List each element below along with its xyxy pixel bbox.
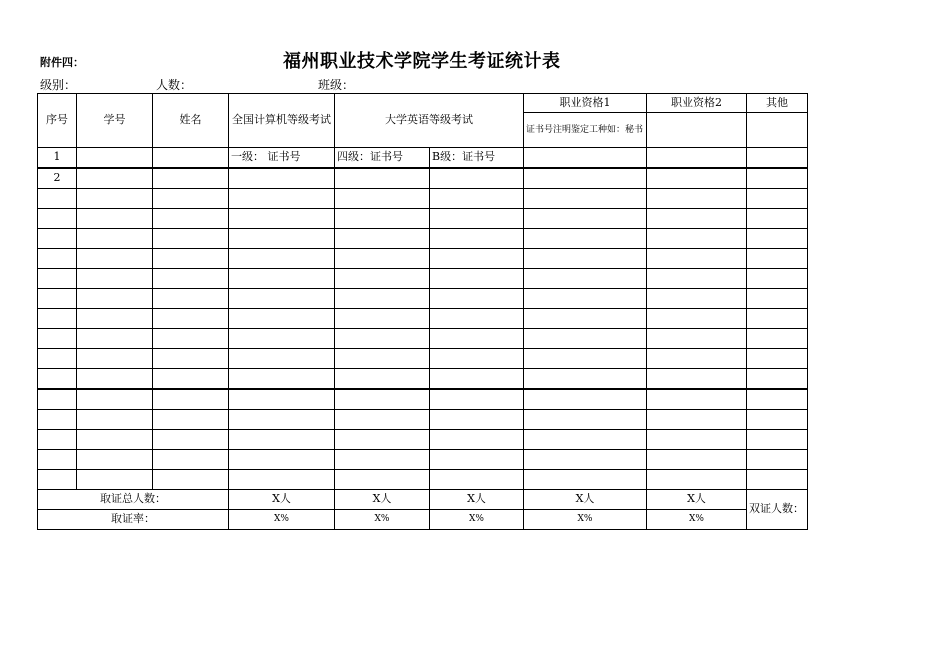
- table-cell[interactable]: [524, 229, 647, 249]
- table-cell[interactable]: [647, 389, 747, 410]
- table-cell[interactable]: [747, 389, 808, 410]
- col-seq-header: 序号: [38, 94, 77, 148]
- summary-row-total: [38, 490, 808, 510]
- table-cell[interactable]: [647, 148, 747, 169]
- table-cell[interactable]: [647, 209, 747, 229]
- table-cell[interactable]: [524, 269, 647, 289]
- table-cell[interactable]: [647, 470, 747, 490]
- total-qual1: X人: [524, 490, 647, 510]
- class-label: 班级：: [318, 78, 355, 92]
- table-cell[interactable]: [647, 329, 747, 349]
- table-row: [38, 189, 808, 209]
- table-cell[interactable]: [524, 430, 647, 450]
- table-cell[interactable]: [430, 450, 524, 470]
- table-cell[interactable]: [335, 369, 430, 390]
- table-cell[interactable]: [153, 389, 229, 410]
- table-row: [38, 289, 808, 309]
- table-cell[interactable]: [38, 470, 77, 490]
- table-cell[interactable]: [229, 369, 335, 390]
- table-cell[interactable]: [229, 289, 335, 309]
- total-qual2: X人: [647, 490, 747, 510]
- table-cell[interactable]: [524, 349, 647, 369]
- table-cell[interactable]: [747, 329, 808, 349]
- col-qual2-header: 职业资格2: [647, 94, 747, 113]
- rate-cetb: X%: [430, 510, 524, 530]
- cetb-cell[interactable]: B级：证书号: [430, 148, 524, 169]
- col-student-id-header: 学号: [77, 94, 153, 148]
- table-cell[interactable]: [153, 229, 229, 249]
- table-cell[interactable]: [647, 168, 747, 189]
- table-cell[interactable]: [747, 189, 808, 209]
- table-cell[interactable]: [229, 309, 335, 329]
- table-cell[interactable]: [647, 430, 747, 450]
- table-cell[interactable]: [229, 450, 335, 470]
- table-cell[interactable]: [647, 289, 747, 309]
- table-cell[interactable]: [335, 269, 430, 289]
- table-cell[interactable]: [153, 148, 229, 169]
- table-cell[interactable]: [153, 450, 229, 470]
- table-cell[interactable]: [38, 329, 77, 349]
- table-cell[interactable]: [430, 189, 524, 209]
- table-cell[interactable]: [77, 369, 153, 390]
- rate-qual2: X%: [647, 510, 747, 530]
- summary-row-rate: [38, 510, 808, 530]
- table-cell[interactable]: [77, 249, 153, 269]
- table-cell[interactable]: [524, 309, 647, 329]
- table-cell[interactable]: [153, 289, 229, 309]
- table-cell[interactable]: [77, 470, 153, 490]
- table-cell[interactable]: [747, 450, 808, 470]
- table-cell[interactable]: [647, 249, 747, 269]
- col-english-exam-header: 大学英语等级考试: [335, 94, 524, 148]
- table-cell[interactable]: [77, 168, 153, 189]
- table-cell[interactable]: [229, 249, 335, 269]
- table-cell[interactable]: [335, 430, 430, 450]
- table-cell[interactable]: [229, 410, 335, 430]
- table-cell[interactable]: [153, 189, 229, 209]
- table-cell[interactable]: [747, 249, 808, 269]
- header-row: [38, 94, 808, 113]
- table-cell[interactable]: [430, 269, 524, 289]
- table-cell[interactable]: [524, 329, 647, 349]
- dual-cert-label: 双证人数：: [747, 490, 808, 530]
- table-cell[interactable]: [647, 189, 747, 209]
- table-cell[interactable]: [38, 389, 77, 410]
- table-cell[interactable]: [38, 309, 77, 329]
- table-cell[interactable]: [524, 450, 647, 470]
- table-cell[interactable]: [38, 430, 77, 450]
- table-row: [38, 410, 808, 430]
- table-cell[interactable]: [38, 209, 77, 229]
- table-cell[interactable]: [229, 189, 335, 209]
- table-cell[interactable]: [229, 168, 335, 189]
- col-computer-exam-header: 全国计算机等级考试: [229, 94, 335, 148]
- table-cell[interactable]: [229, 470, 335, 490]
- table-cell[interactable]: [747, 369, 808, 390]
- table-cell[interactable]: [153, 349, 229, 369]
- table-cell[interactable]: [77, 148, 153, 169]
- table-row: [38, 148, 808, 169]
- table-cell[interactable]: [524, 369, 647, 390]
- table-cell[interactable]: [153, 410, 229, 430]
- table-cell[interactable]: [647, 309, 747, 329]
- table-cell[interactable]: [647, 229, 747, 249]
- table-cell[interactable]: [77, 329, 153, 349]
- col-qual1-header: 职业资格1: [524, 94, 647, 113]
- total-cet4: X人: [335, 490, 430, 510]
- table-cell[interactable]: [524, 249, 647, 269]
- table-cell[interactable]: [77, 450, 153, 470]
- table-cell[interactable]: [38, 249, 77, 269]
- table-cell[interactable]: [524, 189, 647, 209]
- table-cell[interactable]: [647, 410, 747, 430]
- table-cell[interactable]: [524, 289, 647, 309]
- table-cell[interactable]: [229, 209, 335, 229]
- page-title: 福州职业技术学院学生考证统计表: [283, 51, 561, 72]
- table-cell[interactable]: [524, 470, 647, 490]
- computer-level-cell[interactable]: 一级： 证书号: [229, 148, 335, 169]
- table-cell[interactable]: [77, 209, 153, 229]
- table-cell[interactable]: [647, 369, 747, 390]
- table-cell[interactable]: [153, 269, 229, 289]
- table-cell[interactable]: [335, 249, 430, 269]
- table-cell[interactable]: [335, 329, 430, 349]
- table-cell[interactable]: [430, 209, 524, 229]
- table-cell[interactable]: [229, 329, 335, 349]
- attachment-label: 附件四：: [40, 56, 84, 69]
- table-cell[interactable]: [430, 410, 524, 430]
- table-cell[interactable]: [77, 189, 153, 209]
- table-cell[interactable]: [229, 229, 335, 249]
- table-row: [38, 349, 808, 369]
- table-cell[interactable]: [335, 209, 430, 229]
- table-cell[interactable]: [747, 148, 808, 169]
- table-cell[interactable]: [524, 168, 647, 189]
- table-cell[interactable]: [153, 249, 229, 269]
- row-seq-2: 2: [38, 168, 77, 189]
- table-cell[interactable]: [335, 349, 430, 369]
- table-cell[interactable]: [77, 269, 153, 289]
- col-name-header: 姓名: [153, 94, 229, 148]
- table-cell[interactable]: [647, 349, 747, 369]
- table-cell[interactable]: [153, 369, 229, 390]
- table-cell[interactable]: [430, 249, 524, 269]
- table-cell[interactable]: [647, 113, 747, 148]
- rate-qual1: X%: [524, 510, 647, 530]
- total-label: 取证总人数：: [38, 490, 229, 510]
- table-row: [38, 430, 808, 450]
- total-cetb: X人: [430, 490, 524, 510]
- table-cell[interactable]: [153, 209, 229, 229]
- table-cell[interactable]: [430, 430, 524, 450]
- table-cell[interactable]: [335, 168, 430, 189]
- table-cell[interactable]: [430, 329, 524, 349]
- table-cell[interactable]: [38, 349, 77, 369]
- table-cell[interactable]: [77, 309, 153, 329]
- table-cell[interactable]: [430, 389, 524, 410]
- table-cell[interactable]: [747, 113, 808, 148]
- col-other-header: 其他: [747, 94, 808, 113]
- cet4-cell[interactable]: 四级：证书号: [335, 148, 430, 169]
- total-computer: X人: [229, 490, 335, 510]
- table-cell[interactable]: [38, 229, 77, 249]
- table-cell[interactable]: [153, 309, 229, 329]
- table-cell[interactable]: [38, 189, 77, 209]
- table-cell[interactable]: [430, 309, 524, 329]
- level-label: 级别：: [40, 78, 77, 92]
- table-cell[interactable]: [430, 168, 524, 189]
- table-cell[interactable]: [229, 389, 335, 410]
- table-cell[interactable]: [747, 269, 808, 289]
- qual1-note: 证书号注明鉴定工种如：秘书: [524, 113, 647, 148]
- table-cell[interactable]: [430, 470, 524, 490]
- table-cell[interactable]: [153, 168, 229, 189]
- rate-computer: X%: [229, 510, 335, 530]
- certificate-stats-table: [37, 93, 808, 530]
- table-cell[interactable]: [747, 430, 808, 450]
- table-cell[interactable]: [77, 229, 153, 249]
- table-cell[interactable]: [77, 410, 153, 430]
- table-row: [38, 269, 808, 289]
- table-cell[interactable]: [524, 148, 647, 169]
- table-cell[interactable]: [77, 349, 153, 369]
- table-cell[interactable]: [747, 289, 808, 309]
- table-cell[interactable]: [335, 450, 430, 470]
- table-cell[interactable]: [153, 470, 229, 490]
- table-cell[interactable]: [430, 229, 524, 249]
- table-cell[interactable]: [77, 389, 153, 410]
- table-cell[interactable]: [335, 389, 430, 410]
- table-cell[interactable]: [335, 470, 430, 490]
- table-row: [38, 229, 808, 249]
- table-cell[interactable]: [524, 410, 647, 430]
- count-label: 人数：: [156, 78, 193, 92]
- table-row: [38, 249, 808, 269]
- table-cell[interactable]: [747, 470, 808, 490]
- table-cell[interactable]: [647, 450, 747, 470]
- table-row: [38, 369, 808, 390]
- table-row: [38, 309, 808, 329]
- table-cell[interactable]: [524, 389, 647, 410]
- table-cell[interactable]: [335, 189, 430, 209]
- table-row: [38, 470, 808, 490]
- table-cell[interactable]: [38, 369, 77, 390]
- table-cell[interactable]: [335, 289, 430, 309]
- table-row: [38, 450, 808, 470]
- table-cell[interactable]: [229, 349, 335, 369]
- table-cell[interactable]: [747, 309, 808, 329]
- table-cell[interactable]: [153, 329, 229, 349]
- table-cell[interactable]: [77, 289, 153, 309]
- table-cell[interactable]: [153, 430, 229, 450]
- table-cell[interactable]: [747, 349, 808, 369]
- table-row: [38, 329, 808, 349]
- table-cell[interactable]: [430, 349, 524, 369]
- table-cell[interactable]: [77, 430, 153, 450]
- table-row: [38, 389, 808, 410]
- table-cell[interactable]: [38, 410, 77, 430]
- rate-label: 取证率：: [38, 510, 229, 530]
- table-cell[interactable]: [335, 410, 430, 430]
- table-cell[interactable]: [524, 209, 647, 229]
- table-cell[interactable]: [747, 209, 808, 229]
- table-cell[interactable]: [38, 450, 77, 470]
- row-seq-1: 1: [38, 148, 77, 169]
- table-cell[interactable]: [335, 309, 430, 329]
- table-cell[interactable]: [38, 289, 77, 309]
- table-row: [38, 209, 808, 229]
- table-cell[interactable]: [430, 369, 524, 390]
- table-cell[interactable]: [647, 269, 747, 289]
- rate-cet4: X%: [335, 510, 430, 530]
- table-cell[interactable]: [430, 289, 524, 309]
- table-cell[interactable]: [747, 229, 808, 249]
- table-cell[interactable]: [335, 229, 430, 249]
- table-row: [38, 168, 808, 189]
- table-cell[interactable]: [229, 269, 335, 289]
- table-cell[interactable]: [38, 269, 77, 289]
- table-cell[interactable]: [747, 410, 808, 430]
- table-cell[interactable]: [747, 168, 808, 189]
- table-cell[interactable]: [229, 430, 335, 450]
